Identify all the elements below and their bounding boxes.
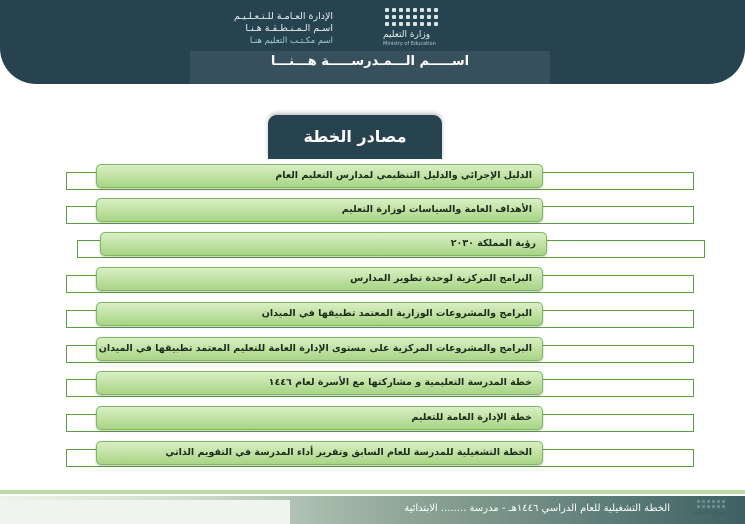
footer-divider [0, 490, 745, 494]
ministry-logo-icon [385, 8, 443, 26]
footer-logo-text: وزارة التعليم [692, 509, 724, 516]
plan-source-item [0, 164, 745, 196]
item-label: الخطة التشغيلية للمدرسة للعام السابق وتقرير أداء المدرسة في التقويم الذاتي [96, 441, 543, 465]
footer-left-panel [0, 500, 290, 524]
plan-source-item [0, 198, 745, 230]
admin-line-general: الإدارة العـامـة للـتـعـلـيـم [233, 11, 333, 22]
item-label: رؤية المملكة ٢٠٣٠ [100, 232, 547, 256]
footer-ministry-logo [683, 500, 733, 522]
item-label: البرامج والمشروعات المركزية على مستوى الإدارة العامة للتعليم المعتمد تطبيقها في الميدان [96, 337, 543, 361]
plan-source-item [0, 302, 745, 334]
admin-line-region: اسـم الـمـنـطـقـة هـنـا [245, 23, 333, 34]
ministry-name-ar: وزارة التعليم [383, 30, 431, 40]
item-label: خطة الإدارة العامة للتعليم [96, 406, 543, 430]
item-label: الدليل الإجرائي والدليل التنظيمي لمدارس التعليم العام [96, 164, 543, 188]
school-name: اســـــم الـــمـدرســـــة هـــنـــا [270, 54, 470, 69]
plan-source-item [0, 371, 745, 403]
section-title: مصادر الخطة [268, 115, 442, 159]
administration-info [193, 11, 333, 47]
ministry-name-en: Ministry of Education [383, 41, 436, 47]
plan-source-item [0, 406, 745, 438]
item-label: الأهداف العامة والسياسات لوزارة التعليم [96, 198, 543, 222]
item-label: البرامج والمشروعات الوزارية المعتمد تطبيقها في الميدان [96, 302, 543, 326]
plan-source-item [0, 441, 745, 473]
ministry-logo [383, 8, 443, 50]
plan-source-item [0, 232, 745, 264]
plan-source-item [0, 267, 745, 299]
footer-logo-icon [697, 500, 733, 508]
admin-line-office: اسم مكـتـب التعليم هنـا [249, 36, 333, 46]
item-label: خطة المدرسة التعليمية و مشاركتها مع الأسرة لعام ١٤٤٦ [96, 371, 543, 395]
footer-text: الخطة التشغيلية للعام الدراسي ١٤٤٦هـ - مدرسة ........ الابتدائية [404, 503, 670, 514]
plan-source-item [0, 337, 745, 369]
item-label: البرامج المركزية لوحدة تطوير المدارس [96, 267, 543, 291]
header-banner [0, 0, 745, 84]
